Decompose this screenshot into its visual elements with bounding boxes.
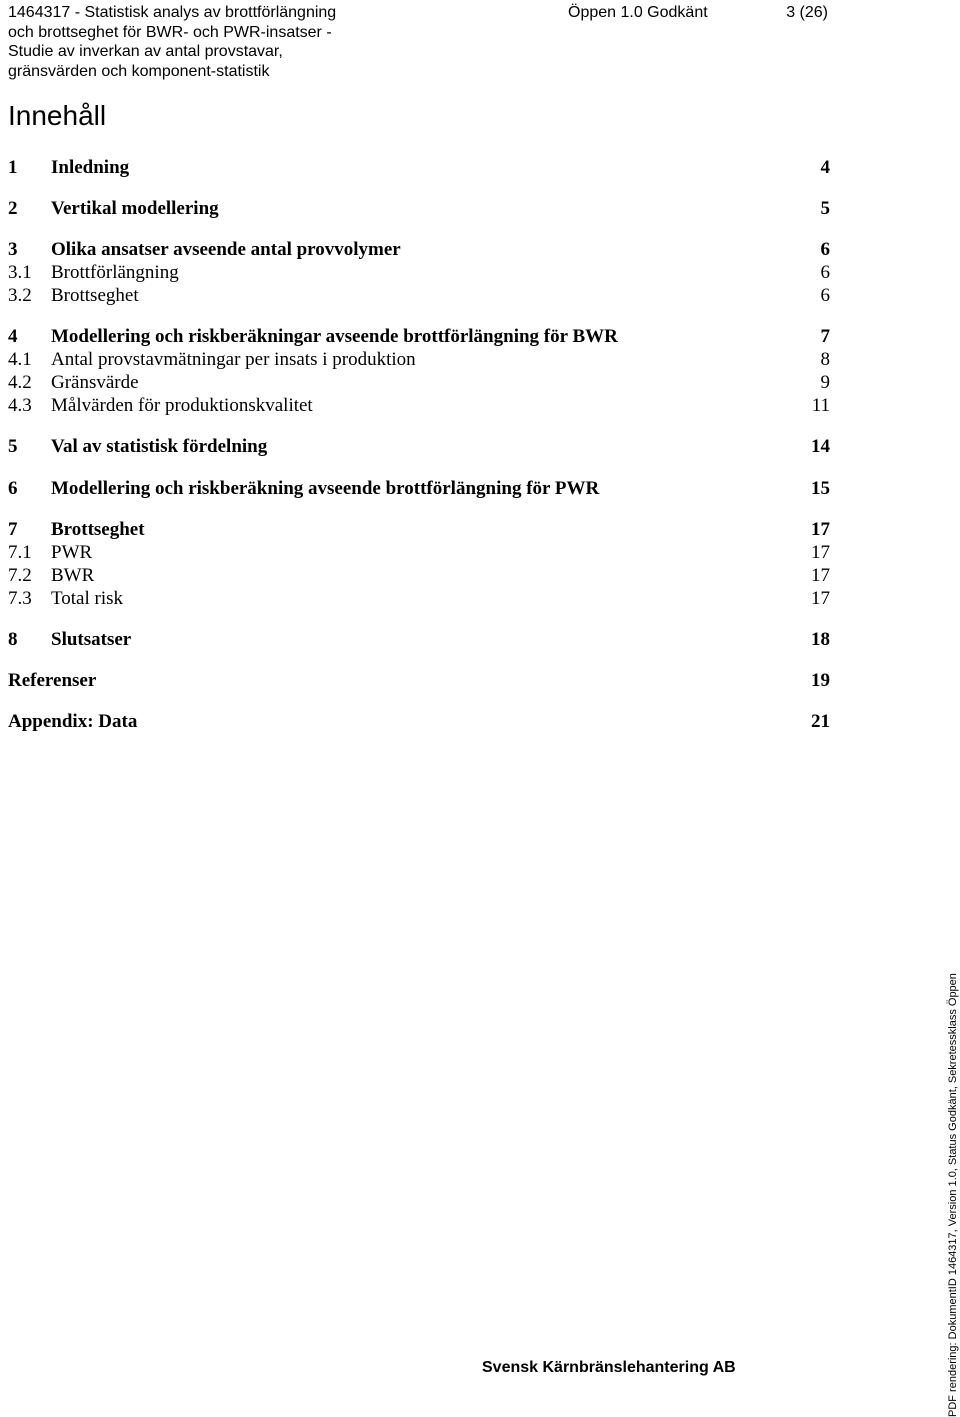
toc-entry-number: 5	[8, 436, 18, 457]
toc-entry-title: Total risk	[51, 588, 124, 609]
toc-entry-title: Gränsvärde	[51, 372, 139, 393]
toc-entry-number: 1	[8, 157, 18, 178]
toc-entry-number: 2	[8, 198, 18, 219]
toc-entry-number: 4.2	[8, 372, 32, 393]
toc-entry[interactable]	[8, 238, 830, 261]
toc-entry-page: 17	[811, 588, 830, 609]
toc-entry[interactable]	[8, 518, 830, 541]
toc-entry-page: 4	[820, 157, 830, 178]
toc-entry-title: Modellering och riskberäkningar avseende brottförlängning för BWR	[51, 326, 618, 347]
toc-entry[interactable]	[8, 325, 830, 348]
toc-entry-title: Antal provstavmätningar per insats i produktion	[51, 349, 416, 370]
toc-entry-page: 18	[811, 629, 830, 650]
toc-entry-page: 19	[811, 670, 830, 691]
toc-entry-number: 7.2	[8, 565, 32, 586]
header-title-line-1: 1464317 - Statistisk analys av brottförlängning	[8, 4, 337, 21]
toc-entry[interactable]	[8, 371, 830, 394]
toc-entry-number: 3.2	[8, 285, 32, 306]
toc-entry-page: 8	[820, 349, 830, 370]
toc-entry-number: 4.1	[8, 349, 32, 370]
toc-entry-number: 7	[8, 519, 18, 540]
toc-entry[interactable]	[8, 394, 830, 417]
toc-entry[interactable]	[8, 669, 830, 692]
toc-entry-title: Målvärden för produktionskvalitet	[51, 395, 313, 416]
toc-entry-page: 17	[811, 542, 830, 563]
toc-entry-page: 15	[811, 478, 830, 499]
header-title-line-2: och brottseghet för BWR- och PWR-insatser -	[8, 23, 332, 41]
toc-entry-title: Slutsatser	[51, 629, 132, 650]
toc-entry[interactable]	[8, 197, 830, 220]
document-status: Öppen 1.0 Godkänt	[568, 4, 708, 21]
toc-entry[interactable]	[8, 284, 830, 307]
toc-entry-title: Brottförlängning	[51, 262, 179, 283]
toc-entry[interactable]	[8, 587, 830, 610]
page-indicator: 3 (26)	[786, 4, 828, 21]
header-title-line-3: Studie av inverkan av antal provstavar,	[8, 43, 283, 60]
toc-entry-page: 14	[811, 436, 830, 457]
toc-entry-number: 3.1	[8, 262, 32, 283]
toc-entry[interactable]	[8, 564, 830, 587]
toc-entry-title: Modellering och riskberäkning avseende brottförlängning för PWR	[51, 478, 600, 499]
toc-entry-page: 6	[820, 262, 830, 283]
toc-entry-title: Brottseghet	[51, 519, 145, 540]
toc-entry-page: 6	[820, 285, 830, 306]
toc-entry[interactable]	[8, 710, 830, 733]
toc-entry-number: 7.1	[8, 542, 32, 563]
toc-heading: Innehåll	[8, 100, 107, 131]
toc-entry-title: BWR	[51, 565, 95, 586]
toc-entry-page: 7	[820, 326, 830, 347]
toc-entry[interactable]	[8, 348, 830, 371]
toc-entry-number: 4.3	[8, 395, 32, 416]
toc-entry-title: Vertikal modellering	[51, 198, 219, 219]
toc-entry-page: 11	[811, 395, 830, 416]
toc-entry-title: Brottseghet	[51, 285, 139, 306]
company-footer: Svensk Kärnbränslehantering AB	[482, 1359, 736, 1376]
toc-entry-title: Val av statistisk fördelning	[51, 436, 268, 457]
toc-entry[interactable]	[8, 541, 830, 564]
toc-entry-number: 7.3	[8, 588, 32, 609]
toc-entry-page: 9	[820, 372, 830, 393]
toc-entry[interactable]	[8, 477, 830, 500]
toc-entry-title: PWR	[51, 542, 93, 563]
toc-entry[interactable]	[8, 628, 830, 651]
header-title-line-4: gränsvärden och komponent-statistik	[8, 62, 270, 80]
toc-entry-title: Appendix: Data	[8, 711, 138, 732]
toc-entry-page: 5	[820, 198, 830, 219]
toc-entry-title: Olika ansatser avseende antal provvolymer	[51, 239, 401, 260]
toc-entry[interactable]	[8, 435, 830, 458]
toc-entry-number: 3	[8, 239, 18, 260]
toc-entry-title: Referenser	[8, 670, 97, 691]
toc-entry[interactable]	[8, 261, 830, 284]
toc-entry-page: 21	[811, 711, 830, 732]
toc-entry-number: 4	[8, 326, 18, 347]
toc-entry-number: 8	[8, 629, 18, 650]
toc-entry[interactable]	[8, 156, 830, 179]
toc-entry-page: 6	[820, 239, 830, 260]
toc-entry-page: 17	[811, 565, 830, 586]
toc-entry-title: Inledning	[51, 157, 130, 178]
toc-entry-number: 6	[8, 478, 18, 499]
pdf-rendering-note: PDF rendering: DokumentID 1464317, Version 1.0, Status Godkänt, Sekretessklass Öppen	[947, 973, 959, 1417]
document-header	[8, 3, 858, 81]
toc-entry-page: 17	[811, 519, 830, 540]
